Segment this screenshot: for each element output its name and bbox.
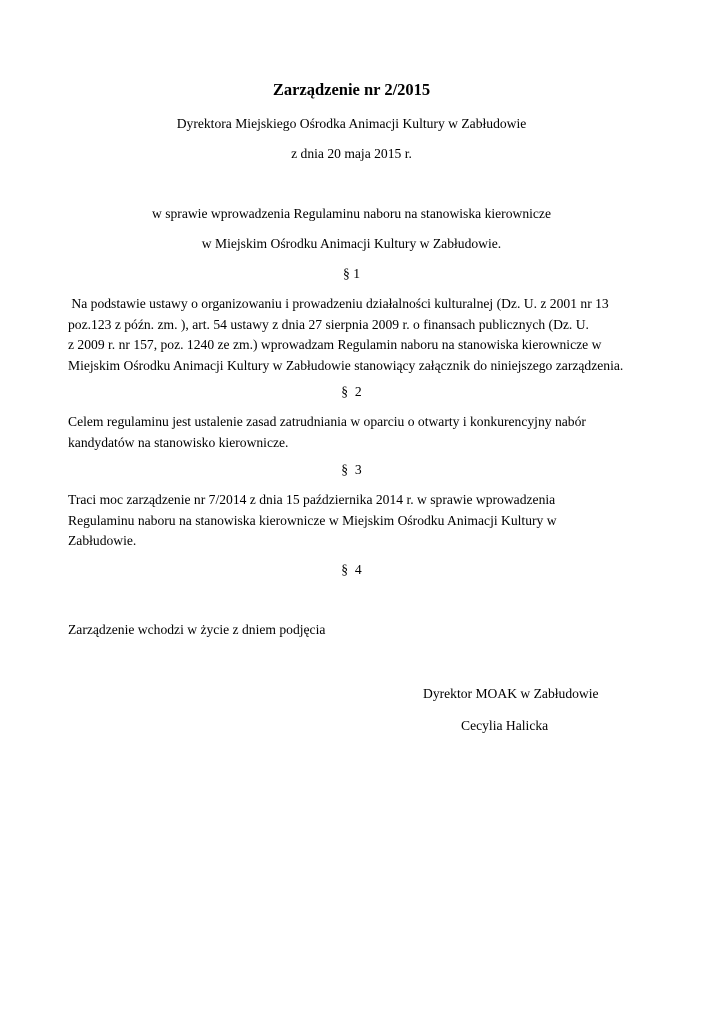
section-2-line-1: Celem regulaminu jest ustalenie zasad zatrudniania w oparciu o otwarty i konkurencyjny nabór — [68, 414, 586, 429]
section-3-mark: § 3 — [341, 462, 362, 477]
section-2-text — [68, 412, 653, 453]
section-1-line-4: Miejskim Ośrodku Animacji Kultury w Zabłudowie stanowiący załącznik do niniejszego zarządzenia. — [68, 357, 624, 373]
document-subject-line-2: w Miejskim Ośrodku Animacji Kultury w Zabłudowie. — [201, 236, 502, 251]
signature-name: Cecylia Halicka — [461, 718, 549, 733]
section-1-mark: § 1 — [343, 266, 360, 281]
section-2-line-2: kandydatów na stanowisko kierownicze. — [68, 434, 289, 450]
section-4-mark: § 4 — [341, 562, 362, 577]
section-1-line-2: poz.123 z późn. zm. ), art. 54 ustawy z dnia 27 sierpnia 2009 r. o finansach publicznych (Dz. U. — [68, 316, 589, 332]
signature-position: Dyrektor MOAK w Zabłudowie — [423, 686, 599, 701]
document-title: Zarządzenie nr 2/2015 — [272, 80, 431, 99]
section-1-line-3: z 2009 r. nr 157, poz. 1240 ze zm.) wprowadzam Regulamin naboru na stanowiska kierownicze w — [68, 337, 602, 352]
section-1-text — [68, 294, 653, 376]
section-3-line-2: Regulaminu naboru na stanowiska kierownicze w Miejskim Ośrodku Animacji Kultury w — [68, 512, 557, 528]
document-subject-line-1: w sprawie wprowadzenia Regulaminu naboru na stanowiska kierownicze — [152, 206, 551, 221]
section-3-line-3: Zabłudowie. — [68, 533, 137, 548]
section-2-mark: § 2 — [341, 384, 362, 399]
section-3-text — [68, 490, 653, 552]
section-4-line-1: Zarządzenie wchodzi w życie z dniem podjęcia — [68, 622, 326, 637]
section-1-line-1: Na podstawie ustawy o organizowaniu i prowadzeniu działalności kulturalnej (Dz. U. z 2001 nr 13 — [68, 296, 609, 311]
document-date: z dnia 20 maja 2015 r. — [291, 146, 412, 161]
section-3-line-1: Traci moc zarządzenie nr 7/2014 z dnia 15 października 2014 r. w sprawie wprowadzenia — [68, 492, 556, 507]
section-4-text — [68, 620, 653, 641]
document-issuer: Dyrektora Miejskiego Ośrodka Animacji Kultury w Zabłudowie — [176, 116, 527, 131]
